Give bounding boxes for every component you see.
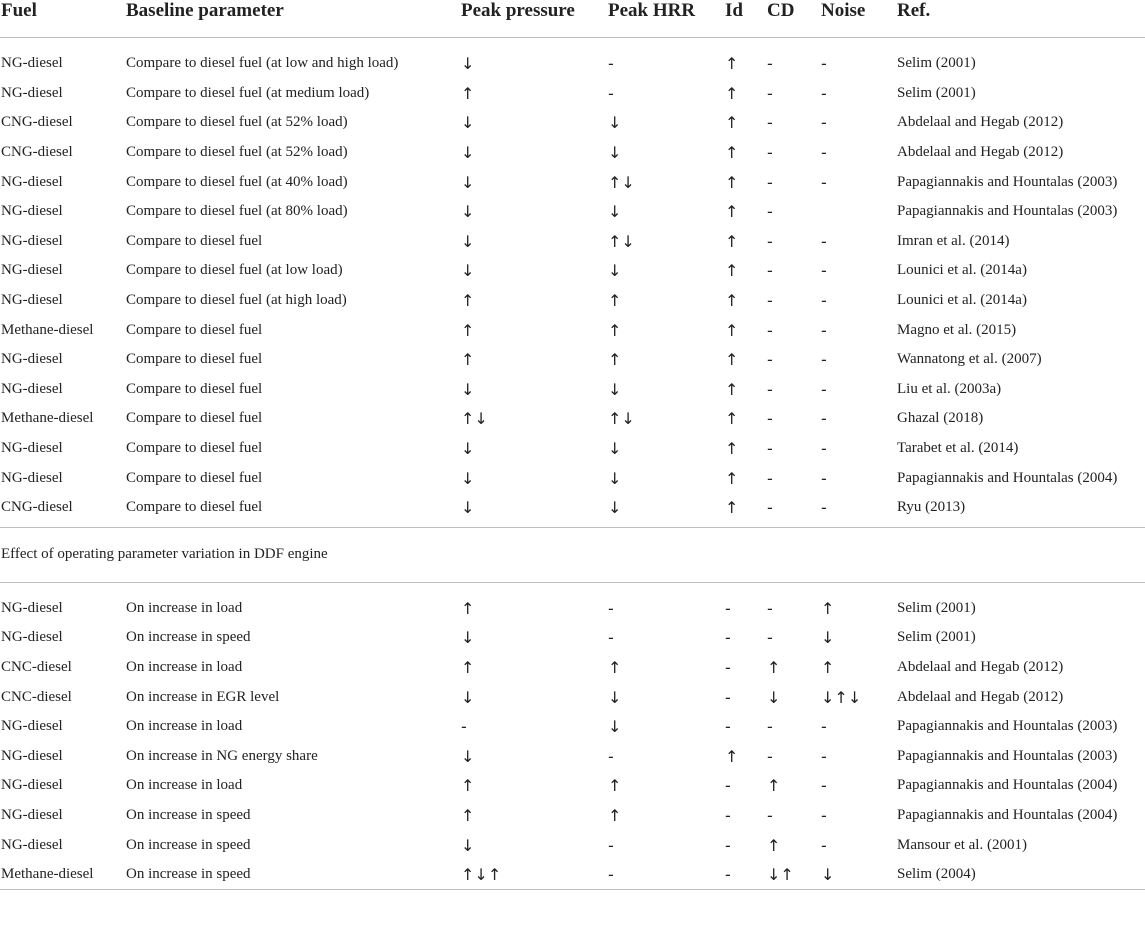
cell-fuel: Methane-diesel (1, 321, 94, 338)
cell-peak-pressure: ↓ (461, 172, 475, 192)
table-row (0, 860, 1145, 890)
table-row (0, 771, 1145, 801)
cell-peak-pressure: ↓ (461, 231, 475, 251)
cell-ref: Papagiannakis and Hountalas (2003) (897, 747, 1118, 764)
table-row (0, 712, 1145, 742)
cell-ref: Abdelaal and Hegab (2012) (897, 114, 1064, 131)
cell-peak-hrr: ↑ (608, 805, 622, 825)
cell-cd: - (767, 54, 773, 74)
cell-noise: ↑ (821, 657, 835, 677)
cell-ref: Selim (2001) (897, 629, 976, 646)
cell-ref: Selim (2001) (897, 84, 976, 101)
cell-noise: - (821, 717, 827, 737)
table-row (0, 79, 1145, 109)
cell-peak-hrr: ↓ (608, 498, 622, 518)
cell-cd: ↓ (767, 687, 781, 707)
table-body (0, 38, 1145, 890)
cell-id: - (725, 687, 731, 707)
cell-baseline-parameter: On increase in EGR level (126, 688, 280, 705)
cell-baseline-parameter: On increase in load (126, 718, 243, 735)
cell-ref: Lounici et al. (2014a) (897, 262, 1027, 279)
cell-peak-pressure: ↑ (461, 350, 475, 370)
cell-noise: - (821, 261, 827, 281)
cell-baseline-parameter: On increase in load (126, 658, 243, 675)
cell-fuel: CNC-diesel (1, 658, 72, 675)
cell-id: - (725, 628, 731, 648)
cell-ref: Papagiannakis and Hountalas (2004) (897, 777, 1118, 794)
table-row (0, 801, 1145, 831)
cell-peak-pressure: ↓ (461, 54, 475, 74)
cell-noise: - (821, 498, 827, 518)
table-row (0, 623, 1145, 653)
cell-cd: ↑ (767, 657, 781, 677)
spacer-row (0, 582, 1145, 594)
table-row (0, 830, 1145, 860)
cell-id: - (725, 776, 731, 796)
table-row (0, 345, 1145, 375)
cell-id: ↑ (725, 261, 739, 281)
header-id: Id (724, 0, 766, 38)
cell-id: ↑ (725, 746, 739, 766)
cell-noise: - (821, 320, 827, 340)
table-row (0, 286, 1145, 316)
cell-peak-hrr: - (607, 860, 724, 890)
cell-noise: - (821, 439, 827, 459)
cell-peak-pressure: ↑ (461, 805, 475, 825)
cell-baseline-parameter: On increase in load (126, 777, 243, 794)
cell-baseline-parameter: On increase in load (126, 599, 243, 616)
cell-peak-hrr: - (608, 83, 614, 103)
cell-peak-hrr: ↓ (608, 687, 622, 707)
cell-fuel: Methane-diesel (1, 410, 94, 427)
cell-noise: - (821, 113, 827, 133)
cell-id: ↑ (725, 350, 739, 370)
cell-peak-pressure: ↓ (461, 687, 475, 707)
cell-cd: - (767, 320, 773, 340)
cell-id: ↑ (725, 468, 739, 488)
cell-id: ↑ (725, 439, 739, 459)
cell-fuel: NG-diesel (1, 203, 63, 220)
cell-fuel: NG-diesel (1, 777, 63, 794)
cell-baseline-parameter: Compare to diesel fuel (at medium load) (126, 84, 370, 101)
cell-ref: Liu et al. (2003a) (897, 380, 1002, 397)
cell-id: ↑ (725, 231, 739, 251)
spacer-row (0, 38, 1145, 50)
cell-cd: - (767, 143, 773, 163)
table-row (0, 404, 1145, 434)
cell-peak-hrr: - (608, 628, 614, 648)
cell-id: ↑ (725, 54, 739, 74)
cell-peak-hrr: ↑ (608, 320, 622, 340)
cell-baseline-parameter: Compare to diesel fuel (at 52% load) (126, 114, 348, 131)
cell-id: ↑ (725, 291, 739, 311)
cell-ref: Ghazal (2018) (897, 410, 984, 427)
cell-id: ↑ (725, 113, 739, 133)
cell-cd: - (767, 498, 773, 518)
spacer-cell (0, 38, 1145, 50)
table-row (0, 594, 1145, 624)
cell-fuel: NG-diesel (1, 469, 63, 486)
cell-baseline-parameter: On increase in NG energy share (126, 747, 318, 764)
cell-fuel: NG-diesel (1, 440, 63, 457)
cell-noise: - (821, 83, 827, 103)
cell-cd: - (767, 350, 773, 370)
cell-baseline-parameter: Compare to diesel fuel (126, 499, 263, 516)
cell-ref: Selim (2001) (897, 599, 976, 616)
cell-peak-hrr: - (608, 598, 614, 618)
cell-peak-hrr: ↑ (608, 657, 622, 677)
cell-noise: - (821, 143, 827, 163)
cell-cd: - (767, 628, 773, 648)
cell-peak-hrr: - (608, 54, 614, 74)
cell-fuel: CNG-diesel (1, 144, 73, 161)
table-row (0, 682, 1145, 712)
cell-ref: Selim (2001) (897, 55, 976, 72)
table-row (0, 741, 1145, 771)
cell-peak-pressure: - (461, 717, 467, 737)
cell-cd: - (767, 231, 773, 251)
cell-baseline-parameter: Compare to diesel fuel (at 52% load) (126, 144, 348, 161)
table-row (0, 434, 1145, 464)
cell-cd: - (767, 468, 773, 488)
cell-fuel: NG-diesel (1, 173, 63, 190)
cell-cd: - (767, 439, 773, 459)
cell-cd: - (767, 409, 773, 429)
cell-fuel: NG-diesel (1, 629, 63, 646)
cell-peak-pressure: ↑ (461, 320, 475, 340)
cell-noise: ↓↑↓ (821, 687, 862, 707)
cell-cd: - (767, 379, 773, 399)
table-row (0, 256, 1145, 286)
cell-id: ↑ (725, 379, 739, 399)
cell-ref: Abdelaal and Hegab (2012) (897, 688, 1064, 705)
cell-peak-pressure: ↑↓↑ (460, 860, 607, 890)
cell-id: - (725, 657, 731, 677)
header-peak-hrr: Peak HRR (607, 0, 724, 38)
cell-ref: Papagiannakis and Hountalas (2003) (897, 203, 1118, 220)
cell-baseline-parameter: On increase in speed (126, 806, 251, 823)
cell-id: ↑ (725, 320, 739, 340)
cell-peak-pressure: ↑ (461, 83, 475, 103)
cell-fuel: NG-diesel (1, 232, 63, 249)
header-noise: Noise (820, 0, 896, 38)
cell-fuel: NG-diesel (1, 84, 63, 101)
cell-ref: Selim (2004) (896, 860, 1145, 890)
table-row (0, 138, 1145, 168)
cell-noise: - (821, 54, 827, 74)
cell-fuel: NG-diesel (1, 380, 63, 397)
cell-fuel: NG-diesel (1, 836, 63, 853)
cell-peak-pressure: ↑ (461, 598, 475, 618)
spacer-cell (0, 582, 1145, 594)
section-title: Effect of operating parameter variation in DDF engine (0, 527, 1145, 582)
cell-cd: - (767, 717, 773, 737)
table-row (0, 493, 1145, 523)
cell-peak-pressure: ↓ (461, 379, 475, 399)
cell-noise: - (821, 468, 827, 488)
cell-id: ↑ (725, 143, 739, 163)
cell-baseline-parameter: On increase in speed (126, 836, 251, 853)
cell-noise: - (821, 746, 827, 766)
cell-fuel: NG-diesel (1, 292, 63, 309)
cell-noise: - (821, 805, 827, 825)
cell-baseline-parameter: On increase in speed (125, 860, 460, 890)
cell-ref: Tarabet et al. (2014) (897, 440, 1019, 457)
cell-fuel: NG-diesel (1, 262, 63, 279)
cell-ref: Wannatong et al. (2007) (897, 351, 1042, 368)
cell-peak-hrr: ↓ (608, 113, 622, 133)
cell-peak-pressure: ↓ (461, 835, 475, 855)
cell-cd: - (767, 805, 773, 825)
cell-peak-pressure: ↓ (461, 468, 475, 488)
header-peak-pressure: Peak pressure (460, 0, 607, 38)
header-row (0, 0, 1145, 38)
cell-fuel: CNG-diesel (1, 114, 73, 131)
cell-cd: - (767, 172, 773, 192)
cell-peak-pressure: ↑ (461, 657, 475, 677)
table-row (0, 49, 1145, 79)
cell-id: ↑ (725, 83, 739, 103)
cell-noise: - (821, 379, 827, 399)
cell-fuel: NG-diesel (1, 351, 63, 368)
cell-noise: - (821, 776, 827, 796)
cell-cd: - (767, 261, 773, 281)
cell-baseline-parameter: Compare to diesel fuel (at 80% load) (126, 203, 348, 220)
cell-baseline-parameter: Compare to diesel fuel (126, 351, 263, 368)
cell-fuel: NG-diesel (1, 599, 63, 616)
cell-peak-pressure: ↓ (461, 439, 475, 459)
cell-ref: Papagiannakis and Hountalas (2003) (897, 718, 1118, 735)
cell-ref: Imran et al. (2014) (897, 232, 1010, 249)
cell-baseline-parameter: Compare to diesel fuel (126, 469, 263, 486)
cell-ref: Papagiannakis and Hountalas (2004) (897, 469, 1118, 486)
cell-noise: - (821, 350, 827, 370)
cell-peak-pressure: ↓ (461, 746, 475, 766)
cell-peak-pressure: ↑↓ (461, 409, 488, 429)
table-row (0, 197, 1145, 227)
cell-baseline-parameter: Compare to diesel fuel (126, 440, 263, 457)
cell-fuel: NG-diesel (1, 806, 63, 823)
cell-ref: Abdelaal and Hegab (2012) (897, 144, 1064, 161)
cell-noise: ↓ (821, 628, 835, 648)
cell-noise: - (821, 409, 827, 429)
cell-peak-pressure: ↓ (461, 202, 475, 222)
cell-ref: Papagiannakis and Hountalas (2003) (897, 173, 1118, 190)
cell-noise: - (821, 835, 827, 855)
cell-peak-hrr: ↑ (608, 776, 622, 796)
cell-id: ↑ (725, 202, 739, 222)
cell-cd: - (767, 202, 773, 222)
cell-peak-hrr: - (608, 835, 614, 855)
cell-peak-hrr: ↑↓ (608, 231, 635, 251)
cell-peak-pressure: ↓ (461, 113, 475, 133)
cell-peak-pressure: ↓ (461, 498, 475, 518)
cell-peak-hrr: ↑ (608, 350, 622, 370)
cell-baseline-parameter: Compare to diesel fuel (at 40% load) (126, 173, 348, 190)
cell-cd: - (767, 291, 773, 311)
cell-noise: - (821, 291, 827, 311)
cell-fuel: NG-diesel (1, 55, 63, 72)
cell-baseline-parameter: On increase in speed (126, 629, 251, 646)
cell-peak-pressure: ↑ (461, 776, 475, 796)
cell-id: - (724, 860, 766, 890)
cell-noise (820, 197, 896, 227)
cell-id: ↑ (725, 409, 739, 429)
cell-baseline-parameter: Compare to diesel fuel (at low load) (126, 262, 343, 279)
cell-ref: Papagiannakis and Hountalas (2004) (897, 806, 1118, 823)
cell-ref: Abdelaal and Hegab (2012) (897, 658, 1064, 675)
cell-fuel: NG-diesel (1, 747, 63, 764)
cell-id: ↑ (725, 498, 739, 518)
cell-baseline-parameter: Compare to diesel fuel (126, 232, 263, 249)
cell-peak-hrr: ↓ (608, 202, 622, 222)
cell-ref: Magno et al. (2015) (897, 321, 1017, 338)
header-fuel: Fuel (0, 0, 125, 38)
cell-cd: ↑ (767, 776, 781, 796)
table-row (0, 375, 1145, 405)
header-ref: Ref. (896, 0, 1145, 38)
cell-cd: - (767, 598, 773, 618)
cell-cd: ↓↑ (766, 860, 820, 890)
cell-id: - (725, 598, 731, 618)
cell-peak-hrr: ↓ (608, 717, 622, 737)
cell-fuel: CNC-diesel (1, 688, 72, 705)
cell-cd: ↑ (767, 835, 781, 855)
cell-peak-hrr: - (608, 746, 614, 766)
cell-cd: - (767, 83, 773, 103)
cell-noise: ↓ (820, 860, 896, 890)
cell-peak-pressure: ↓ (461, 143, 475, 163)
cell-peak-pressure: ↓ (461, 628, 475, 648)
cell-cd: - (767, 113, 773, 133)
cell-ref: Lounici et al. (2014a) (897, 292, 1027, 309)
cell-ref: Ryu (2013) (897, 499, 966, 516)
table-row (0, 167, 1145, 197)
table-row (0, 315, 1145, 345)
cell-baseline-parameter: Compare to diesel fuel (126, 321, 263, 338)
cell-id: ↑ (725, 172, 739, 192)
cell-fuel: CNG-diesel (1, 499, 73, 516)
cell-peak-hrr: ↑↓ (608, 409, 635, 429)
cell-peak-hrr: ↑ (608, 291, 622, 311)
cell-peak-hrr: ↓ (608, 261, 622, 281)
cell-peak-pressure: ↑ (461, 291, 475, 311)
header-baseline-parameter: Baseline parameter (125, 0, 460, 38)
header-cd: CD (766, 0, 820, 38)
cell-peak-hrr: ↓ (608, 143, 622, 163)
cell-peak-hrr: ↓ (608, 468, 622, 488)
cell-peak-hrr: ↓ (608, 379, 622, 399)
cell-id: - (725, 835, 731, 855)
cell-fuel: NG-diesel (1, 718, 63, 735)
table-row (0, 653, 1145, 683)
cell-fuel: Methane-diesel (0, 860, 125, 890)
table-row (0, 108, 1145, 138)
cell-peak-pressure: ↓ (461, 261, 475, 281)
cell-peak-hrr: ↑↓ (608, 172, 635, 192)
cell-cd: - (767, 746, 773, 766)
cell-noise: ↑ (821, 598, 835, 618)
cell-ref: Mansour et al. (2001) (897, 836, 1027, 853)
table-row (0, 227, 1145, 257)
cell-baseline-parameter: Compare to diesel fuel (126, 380, 263, 397)
table-row (0, 463, 1145, 493)
section-row (0, 527, 1145, 582)
cell-id: - (725, 717, 731, 737)
cell-baseline-parameter: Compare to diesel fuel (126, 410, 263, 427)
cell-baseline-parameter: Compare to diesel fuel (at low and high load) (126, 55, 399, 72)
cell-peak-hrr: ↓ (608, 439, 622, 459)
cell-noise: - (821, 231, 827, 251)
cell-baseline-parameter: Compare to diesel fuel (at high load) (126, 292, 347, 309)
cell-id: - (725, 805, 731, 825)
cell-noise: - (821, 172, 827, 192)
